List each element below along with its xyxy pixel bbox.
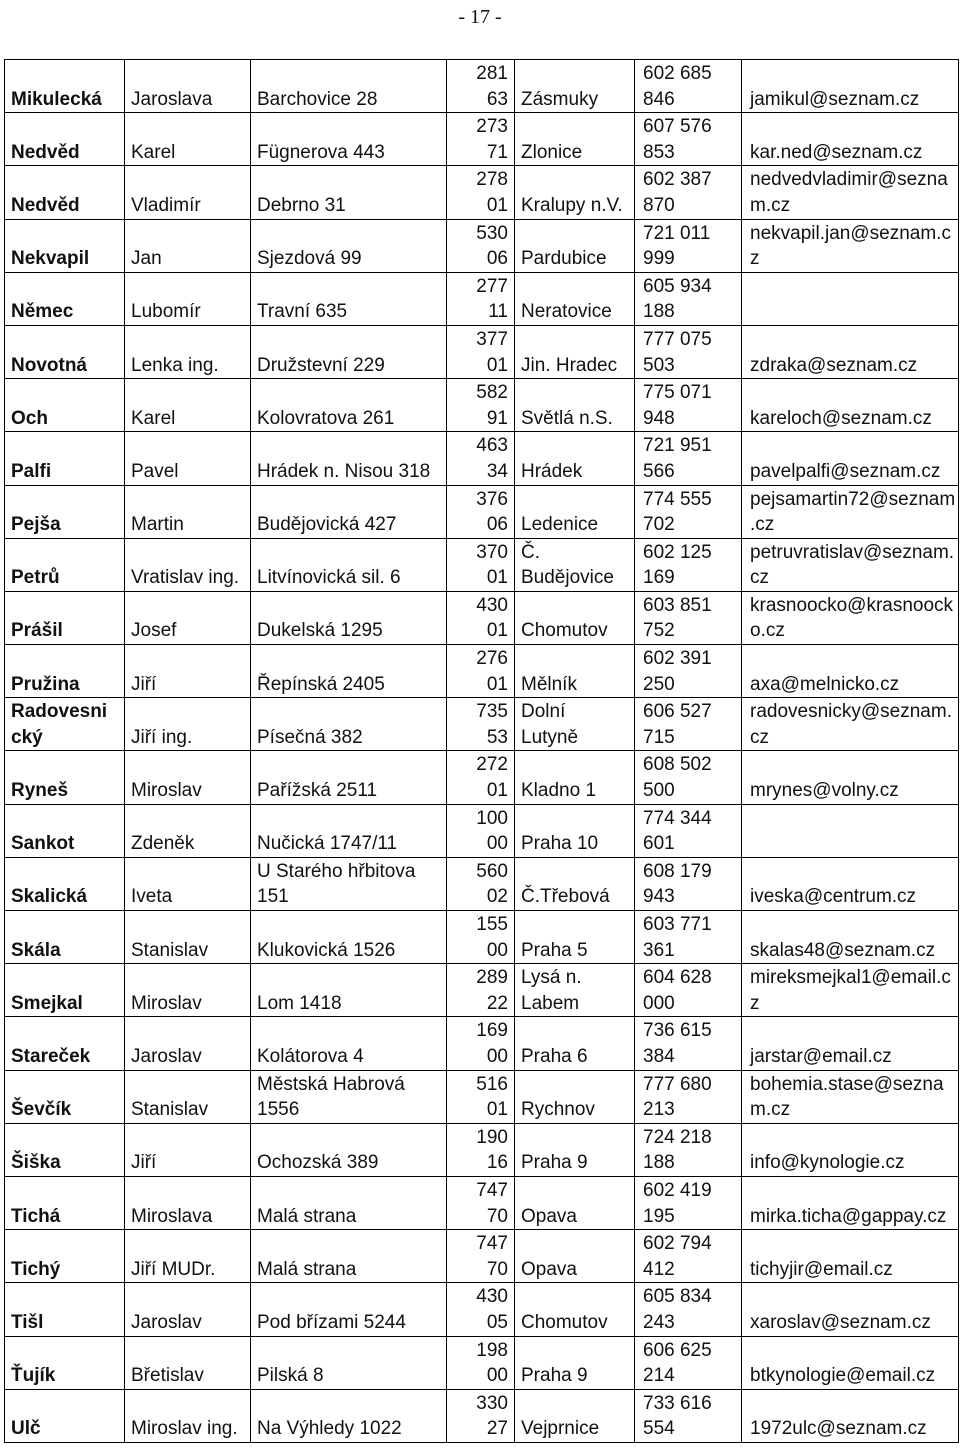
surname-cell: Sankot bbox=[5, 804, 125, 857]
email-cell: krasnoocko@krasnoock o.cz bbox=[742, 591, 959, 644]
table-row bbox=[5, 538, 959, 591]
street-cell: Písečná 382 bbox=[251, 698, 447, 751]
email-cell: kar.ned@seznam.cz bbox=[742, 113, 959, 166]
zip-cell: 169 00 bbox=[447, 1017, 515, 1070]
surname-cell: Tišl bbox=[5, 1283, 125, 1336]
surname-cell: Novotná bbox=[5, 325, 125, 378]
first-name-cell: Vratislav ing. bbox=[125, 538, 251, 591]
street-cell: Barchovice 28 bbox=[251, 60, 447, 113]
table-row bbox=[5, 1070, 959, 1123]
table-row bbox=[5, 591, 959, 644]
email-cell: radovesnicky@seznam. cz bbox=[742, 698, 959, 751]
first-name-cell: Josef bbox=[125, 591, 251, 644]
surname-cell: Ulč bbox=[5, 1389, 125, 1442]
first-name-cell: Miroslav ing. bbox=[125, 1389, 251, 1442]
table-row bbox=[5, 485, 959, 538]
surname-cell: Nedvěd bbox=[5, 113, 125, 166]
first-name-cell: Miroslav bbox=[125, 751, 251, 804]
surname-cell: Šiška bbox=[5, 1123, 125, 1176]
city-cell: Ledenice bbox=[515, 485, 635, 538]
table-row bbox=[5, 60, 959, 113]
street-cell: Sjezdová 99 bbox=[251, 219, 447, 272]
street-cell: Debrno 31 bbox=[251, 166, 447, 219]
phone-cell: 602 685 846 bbox=[635, 60, 742, 113]
table-row bbox=[5, 1283, 959, 1336]
email-cell: tichyjir@email.cz bbox=[742, 1230, 959, 1283]
email-cell: zdraka@seznam.cz bbox=[742, 325, 959, 378]
first-name-cell: Jan bbox=[125, 219, 251, 272]
phone-cell: 774 555 702 bbox=[635, 485, 742, 538]
street-cell: Kolátorova 4 bbox=[251, 1017, 447, 1070]
phone-cell: 721 951 566 bbox=[635, 432, 742, 485]
table-row bbox=[5, 1123, 959, 1176]
email-cell bbox=[742, 272, 959, 325]
table-row bbox=[5, 1176, 959, 1229]
city-cell: Zlonice bbox=[515, 113, 635, 166]
table-row bbox=[5, 219, 959, 272]
zip-cell: 278 01 bbox=[447, 166, 515, 219]
page-number: - 17 - bbox=[458, 6, 502, 28]
street-cell: Pařížská 2511 bbox=[251, 751, 447, 804]
street-cell: Budějovická 427 bbox=[251, 485, 447, 538]
table-row bbox=[5, 272, 959, 325]
street-cell: Hrádek n. Nisou 318 bbox=[251, 432, 447, 485]
email-cell: kareloch@seznam.cz bbox=[742, 379, 959, 432]
street-cell: Fügnerova 443 bbox=[251, 113, 447, 166]
table-row bbox=[5, 1017, 959, 1070]
street-cell: Klukovická 1526 bbox=[251, 911, 447, 964]
zip-cell: 100 00 bbox=[447, 804, 515, 857]
first-name-cell: Martin bbox=[125, 485, 251, 538]
email-cell: mirka.ticha@gappay.cz bbox=[742, 1176, 959, 1229]
table-row bbox=[5, 911, 959, 964]
zip-cell: 272 01 bbox=[447, 751, 515, 804]
email-cell: bohemia.stase@sezna m.cz bbox=[742, 1070, 959, 1123]
phone-cell: 602 419 195 bbox=[635, 1176, 742, 1229]
phone-cell: 736 615 384 bbox=[635, 1017, 742, 1070]
first-name-cell: Vladimír bbox=[125, 166, 251, 219]
city-cell: Praha 10 bbox=[515, 804, 635, 857]
zip-cell: 155 00 bbox=[447, 911, 515, 964]
surname-cell: Němec bbox=[5, 272, 125, 325]
zip-cell: 463 34 bbox=[447, 432, 515, 485]
phone-cell: 608 502 500 bbox=[635, 751, 742, 804]
zip-cell: 277 11 bbox=[447, 272, 515, 325]
city-cell: Chomutov bbox=[515, 1283, 635, 1336]
surname-cell: Stareček bbox=[5, 1017, 125, 1070]
city-cell: Rychnov bbox=[515, 1070, 635, 1123]
city-cell: Mělník bbox=[515, 645, 635, 698]
street-cell: Malá strana bbox=[251, 1176, 447, 1229]
member-directory-body bbox=[5, 60, 959, 1443]
table-row bbox=[5, 1336, 959, 1389]
city-cell: Kralupy n.V. bbox=[515, 166, 635, 219]
email-cell: jarstar@email.cz bbox=[742, 1017, 959, 1070]
email-cell: nedvedvladimir@sezna m.cz bbox=[742, 166, 959, 219]
surname-cell: Skalická bbox=[5, 857, 125, 910]
zip-cell: 276 01 bbox=[447, 645, 515, 698]
first-name-cell: Jiří bbox=[125, 1123, 251, 1176]
city-cell: Opava bbox=[515, 1230, 635, 1283]
zip-cell: 560 02 bbox=[447, 857, 515, 910]
table-row bbox=[5, 166, 959, 219]
city-cell: Pardubice bbox=[515, 219, 635, 272]
city-cell: Zásmuky bbox=[515, 60, 635, 113]
street-cell: Na Výhledy 1022 bbox=[251, 1389, 447, 1442]
street-cell: Litvínovická sil. 6 bbox=[251, 538, 447, 591]
zip-cell: 735 53 bbox=[447, 698, 515, 751]
first-name-cell: Stanislav bbox=[125, 1070, 251, 1123]
street-cell: Družstevní 229 bbox=[251, 325, 447, 378]
phone-cell: 605 834 243 bbox=[635, 1283, 742, 1336]
street-cell: Nučická 1747/11 bbox=[251, 804, 447, 857]
city-cell: Chomutov bbox=[515, 591, 635, 644]
first-name-cell: Miroslav bbox=[125, 964, 251, 1017]
phone-cell: 607 576 853 bbox=[635, 113, 742, 166]
table-row bbox=[5, 698, 959, 751]
street-cell: Kolovratova 261 bbox=[251, 379, 447, 432]
city-cell: Lysá n. Labem bbox=[515, 964, 635, 1017]
zip-cell: 289 22 bbox=[447, 964, 515, 1017]
table-row bbox=[5, 432, 959, 485]
zip-cell: 330 27 bbox=[447, 1389, 515, 1442]
city-cell: Dolní Lutyně bbox=[515, 698, 635, 751]
table-row bbox=[5, 379, 959, 432]
surname-cell: Petrů bbox=[5, 538, 125, 591]
surname-cell: Ryneš bbox=[5, 751, 125, 804]
phone-cell: 602 387 870 bbox=[635, 166, 742, 219]
phone-cell: 777 075 503 bbox=[635, 325, 742, 378]
first-name-cell: Stanislav bbox=[125, 911, 251, 964]
surname-cell: Radovesni cký bbox=[5, 698, 125, 751]
city-cell: Praha 6 bbox=[515, 1017, 635, 1070]
table-row bbox=[5, 1230, 959, 1283]
surname-cell: Ťujík bbox=[5, 1336, 125, 1389]
first-name-cell: Karel bbox=[125, 379, 251, 432]
surname-cell: Nedvěd bbox=[5, 166, 125, 219]
first-name-cell: Jaroslav bbox=[125, 1283, 251, 1336]
city-cell: Praha 9 bbox=[515, 1123, 635, 1176]
first-name-cell: Iveta bbox=[125, 857, 251, 910]
email-cell: petruvratislav@seznam. cz bbox=[742, 538, 959, 591]
zip-cell: 281 63 bbox=[447, 60, 515, 113]
first-name-cell: Jiří ing. bbox=[125, 698, 251, 751]
surname-cell: Och bbox=[5, 379, 125, 432]
city-cell: Praha 9 bbox=[515, 1336, 635, 1389]
table-row bbox=[5, 113, 959, 166]
street-cell: Městská Habrová 1556 bbox=[251, 1070, 447, 1123]
surname-cell: Prášil bbox=[5, 591, 125, 644]
first-name-cell: Karel bbox=[125, 113, 251, 166]
city-cell: Č.Třebová bbox=[515, 857, 635, 910]
first-name-cell: Jaroslav bbox=[125, 1017, 251, 1070]
zip-cell: 198 00 bbox=[447, 1336, 515, 1389]
city-cell: Č. Budějovice bbox=[515, 538, 635, 591]
first-name-cell: Pavel bbox=[125, 432, 251, 485]
email-cell: pejsamartin72@seznam .cz bbox=[742, 485, 959, 538]
phone-cell: 774 344 601 bbox=[635, 804, 742, 857]
surname-cell: Pejša bbox=[5, 485, 125, 538]
first-name-cell: Miroslava bbox=[125, 1176, 251, 1229]
zip-cell: 273 71 bbox=[447, 113, 515, 166]
street-cell: Pod břízami 5244 bbox=[251, 1283, 447, 1336]
phone-cell: 777 680 213 bbox=[635, 1070, 742, 1123]
table-row bbox=[5, 964, 959, 1017]
surname-cell: Smejkal bbox=[5, 964, 125, 1017]
city-cell: Hrádek bbox=[515, 432, 635, 485]
phone-cell: 733 616 554 bbox=[635, 1389, 742, 1442]
city-cell: Opava bbox=[515, 1176, 635, 1229]
first-name-cell: Jiří MUDr. bbox=[125, 1230, 251, 1283]
table-row bbox=[5, 325, 959, 378]
zip-cell: 430 01 bbox=[447, 591, 515, 644]
surname-cell: Tichý bbox=[5, 1230, 125, 1283]
phone-cell: 605 934 188 bbox=[635, 272, 742, 325]
zip-cell: 530 06 bbox=[447, 219, 515, 272]
email-cell: btkynologie@email.cz bbox=[742, 1336, 959, 1389]
surname-cell: Pružina bbox=[5, 645, 125, 698]
phone-cell: 603 771 361 bbox=[635, 911, 742, 964]
phone-cell: 603 851 752 bbox=[635, 591, 742, 644]
table-row bbox=[5, 804, 959, 857]
email-cell: iveska@centrum.cz bbox=[742, 857, 959, 910]
email-cell: jamikul@seznam.cz bbox=[742, 60, 959, 113]
street-cell: Travní 635 bbox=[251, 272, 447, 325]
phone-cell: 604 628 000 bbox=[635, 964, 742, 1017]
phone-cell: 602 125 169 bbox=[635, 538, 742, 591]
zip-cell: 582 91 bbox=[447, 379, 515, 432]
zip-cell: 747 70 bbox=[447, 1176, 515, 1229]
city-cell: Vejprnice bbox=[515, 1389, 635, 1442]
street-cell: Dukelská 1295 bbox=[251, 591, 447, 644]
email-cell: 1972ulc@seznam.cz bbox=[742, 1389, 959, 1442]
zip-cell: 376 06 bbox=[447, 485, 515, 538]
surname-cell: Nekvapil bbox=[5, 219, 125, 272]
phone-cell: 602 391 250 bbox=[635, 645, 742, 698]
zip-cell: 747 70 bbox=[447, 1230, 515, 1283]
phone-cell: 606 527 715 bbox=[635, 698, 742, 751]
zip-cell: 430 05 bbox=[447, 1283, 515, 1336]
phone-cell: 775 071 948 bbox=[635, 379, 742, 432]
surname-cell: Skála bbox=[5, 911, 125, 964]
surname-cell: Ševčík bbox=[5, 1070, 125, 1123]
email-cell: pavelpalfi@seznam.cz bbox=[742, 432, 959, 485]
table-row bbox=[5, 857, 959, 910]
street-cell: Malá strana bbox=[251, 1230, 447, 1283]
first-name-cell: Jiří bbox=[125, 645, 251, 698]
first-name-cell: Jaroslava bbox=[125, 60, 251, 113]
zip-cell: 377 01 bbox=[447, 325, 515, 378]
zip-cell: 516 01 bbox=[447, 1070, 515, 1123]
surname-cell: Palfi bbox=[5, 432, 125, 485]
table-row bbox=[5, 645, 959, 698]
first-name-cell: Zdeněk bbox=[125, 804, 251, 857]
email-cell: axa@melnicko.cz bbox=[742, 645, 959, 698]
email-cell: skalas48@seznam.cz bbox=[742, 911, 959, 964]
zip-cell: 190 16 bbox=[447, 1123, 515, 1176]
street-cell: Pilská 8 bbox=[251, 1336, 447, 1389]
street-cell: U Starého hřbitova 151 bbox=[251, 857, 447, 910]
phone-cell: 606 625 214 bbox=[635, 1336, 742, 1389]
city-cell: Praha 5 bbox=[515, 911, 635, 964]
city-cell: Neratovice bbox=[515, 272, 635, 325]
first-name-cell: Břetislav bbox=[125, 1336, 251, 1389]
street-cell: Řepínská 2405 bbox=[251, 645, 447, 698]
table-row bbox=[5, 751, 959, 804]
surname-cell: Tichá bbox=[5, 1176, 125, 1229]
table-row bbox=[5, 1389, 959, 1442]
email-cell: mireksmejkal1@email.c z bbox=[742, 964, 959, 1017]
surname-cell: Mikulecká bbox=[5, 60, 125, 113]
email-cell: info@kynologie.cz bbox=[742, 1123, 959, 1176]
email-cell: xaroslav@seznam.cz bbox=[742, 1283, 959, 1336]
first-name-cell: Lubomír bbox=[125, 272, 251, 325]
city-cell: Jin. Hradec bbox=[515, 325, 635, 378]
zip-cell: 370 01 bbox=[447, 538, 515, 591]
phone-cell: 608 179 943 bbox=[635, 857, 742, 910]
email-cell bbox=[742, 804, 959, 857]
street-cell: Lom 1418 bbox=[251, 964, 447, 1017]
street-cell: Ochozská 389 bbox=[251, 1123, 447, 1176]
phone-cell: 602 794 412 bbox=[635, 1230, 742, 1283]
phone-cell: 721 011 999 bbox=[635, 219, 742, 272]
phone-cell: 724 218 188 bbox=[635, 1123, 742, 1176]
email-cell: nekvapil.jan@seznam.c z bbox=[742, 219, 959, 272]
first-name-cell: Lenka ing. bbox=[125, 325, 251, 378]
member-directory-table bbox=[4, 59, 959, 1443]
email-cell: mrynes@volny.cz bbox=[742, 751, 959, 804]
city-cell: Kladno 1 bbox=[515, 751, 635, 804]
city-cell: Světlá n.S. bbox=[515, 379, 635, 432]
